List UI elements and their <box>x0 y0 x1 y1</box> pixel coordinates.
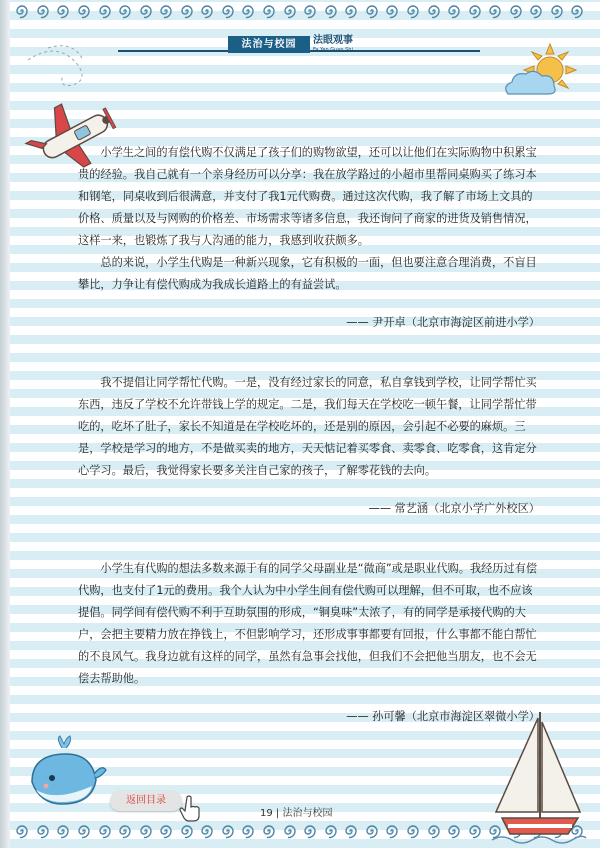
swirl-icon <box>467 823 483 843</box>
swirl-icon <box>240 3 256 23</box>
swirl-icon <box>323 823 339 843</box>
swirl-icon <box>35 823 51 843</box>
swirl-icon <box>97 823 113 843</box>
swirl-icon <box>364 823 380 843</box>
swirl-icon <box>446 3 462 23</box>
swirl-icon <box>220 3 236 23</box>
swirl-icon <box>55 3 71 23</box>
swirl-icon <box>97 3 113 23</box>
swirl-icon <box>569 3 585 23</box>
swirl-icon <box>384 823 400 843</box>
opinion-section-1 <box>78 142 540 334</box>
back-to-contents-button[interactable]: 返回目录 <box>110 791 182 811</box>
swirl-icon <box>220 823 236 843</box>
paragraph: 小学生有代购的想法多数来源于有的同学父母副业是“微商”或是职业代购。我经历过有偿代购，也支付了1元的费用。我个人认为中小学生间有偿代购可以理解，但不可取，也不应该提倡。同学间有偿代购不利于互助氛围的形成，“铜臭味”太浓了，有的同学是承接代购的大户，会把主要精力放在挣钱上，不但影响学习，还形成事事都要有回报，什么事都不能白帮忙的不良风气。我身边就有这样的同学，虽然有急事会找他，但我们不会把他当朋友，也不会无偿去帮助他。 <box>78 562 538 685</box>
swirl-icon <box>14 3 30 23</box>
cloud-icon <box>500 70 560 98</box>
swirl-icon <box>323 3 339 23</box>
paragraph: 我不提倡让同学帮忙代购。一是，没有经过家长的同意，私自拿钱到学校，让同学帮忙买东西，违反了学校不允许带钱上学的规定。二是，我们每天在学校吃一顿午餐，让同学帮忙带吃的，吃坏了肚子，家长不知道是在学校吃坏的，还是别的原因，会引起不必要的麻烦。三是，学校是学习的地方，不是做买卖的地方，天天惦记着买零食、卖零食、吃零食，这肯定分心学习。最后，我觉得家长要多关注自己家的孩子，了解零花钱的去向。 <box>78 376 537 477</box>
swirl-icon <box>467 3 483 23</box>
swirl-icon <box>76 3 92 23</box>
swirl-icon <box>35 3 51 23</box>
swirl-icon <box>117 823 133 843</box>
swirl-icon <box>302 3 318 23</box>
opinion-section-3 <box>78 558 540 728</box>
swirl-icon <box>426 823 442 843</box>
column-title <box>313 35 383 57</box>
paragraph: 小学生之间的有偿代购不仅满足了孩子们的购物欲望，还可以让他们在实际购物中积累宝贵的经验。我自己就有一个亲身经历可以分享：我在放学路过的小超市里帮同桌购买了练习本和钢笔，同桌收到后很满意，并支付了我1元代购费。通过这次代购，我了解了市场上文具的价格、质量以及与网购的价格差、市场需求等诸多信息，我还询问了商家的进货及销售情况，这样一来，也锻炼了我与人沟通的能力，我感到收获颇多。 <box>78 146 537 247</box>
swirl-icon <box>261 823 277 843</box>
swirl-icon <box>364 3 380 23</box>
swirl-icon <box>405 823 421 843</box>
swirl-icon <box>158 823 174 843</box>
swirl-icon <box>158 3 174 23</box>
top-swirl-border <box>0 2 600 24</box>
swirl-icon <box>426 3 442 23</box>
swirl-icon <box>508 3 524 23</box>
page-number: 19 <box>260 808 273 819</box>
swirl-icon <box>405 3 421 23</box>
author-signature: —— 常艺涵（北京小学广外校区） <box>368 502 540 515</box>
author-signature: —— 尹开卓（北京市海淀区前进小学） <box>346 316 540 329</box>
page-spine <box>0 0 10 848</box>
swirl-icon <box>199 823 215 843</box>
swirl-icon <box>179 823 195 843</box>
swirl-icon <box>179 3 195 23</box>
swirl-icon <box>384 3 400 23</box>
column-title-en: Fa Yan Guan Shi <box>313 47 353 53</box>
swirl-icon <box>343 3 359 23</box>
opinion-section-2 <box>78 372 540 520</box>
swirl-icon <box>14 823 30 843</box>
swirl-icon <box>343 823 359 843</box>
author-signature: —— 孙可馨（北京市海淀区翠微小学） <box>346 710 540 723</box>
swirl-icon <box>240 823 256 843</box>
swirl-icon <box>487 3 503 23</box>
footer-separator: | <box>275 808 283 819</box>
swirl-icon <box>282 823 298 843</box>
sailboat-icon <box>488 708 588 844</box>
swirl-icon <box>138 3 154 23</box>
hand-pointer-icon <box>178 794 204 822</box>
whale-icon <box>22 734 108 810</box>
swirl-icon <box>76 823 92 843</box>
article-body <box>78 142 540 728</box>
column-title-cn: 法眼观事 <box>313 35 353 46</box>
page-footer <box>260 804 370 819</box>
swirl-icon <box>528 3 544 23</box>
swirl-icon <box>302 823 318 843</box>
swirl-icon <box>261 3 277 23</box>
swirl-icon <box>446 823 462 843</box>
swirl-icon <box>199 3 215 23</box>
swirl-icon <box>282 3 298 23</box>
swirl-icon <box>549 3 565 23</box>
swirl-icon <box>55 823 71 843</box>
swirl-icon <box>138 823 154 843</box>
header-tag: 法治与校园 <box>228 36 310 53</box>
paragraph: 总的来说，小学生代购是一种新兴现象，它有积极的一面，但也要注意合理消费，不盲目攀比，力争让有偿代购成为我成长道路上的有益尝试。 <box>78 256 537 291</box>
swirl-icon <box>117 3 133 23</box>
magazine-name: 法治与校园 <box>282 808 333 819</box>
